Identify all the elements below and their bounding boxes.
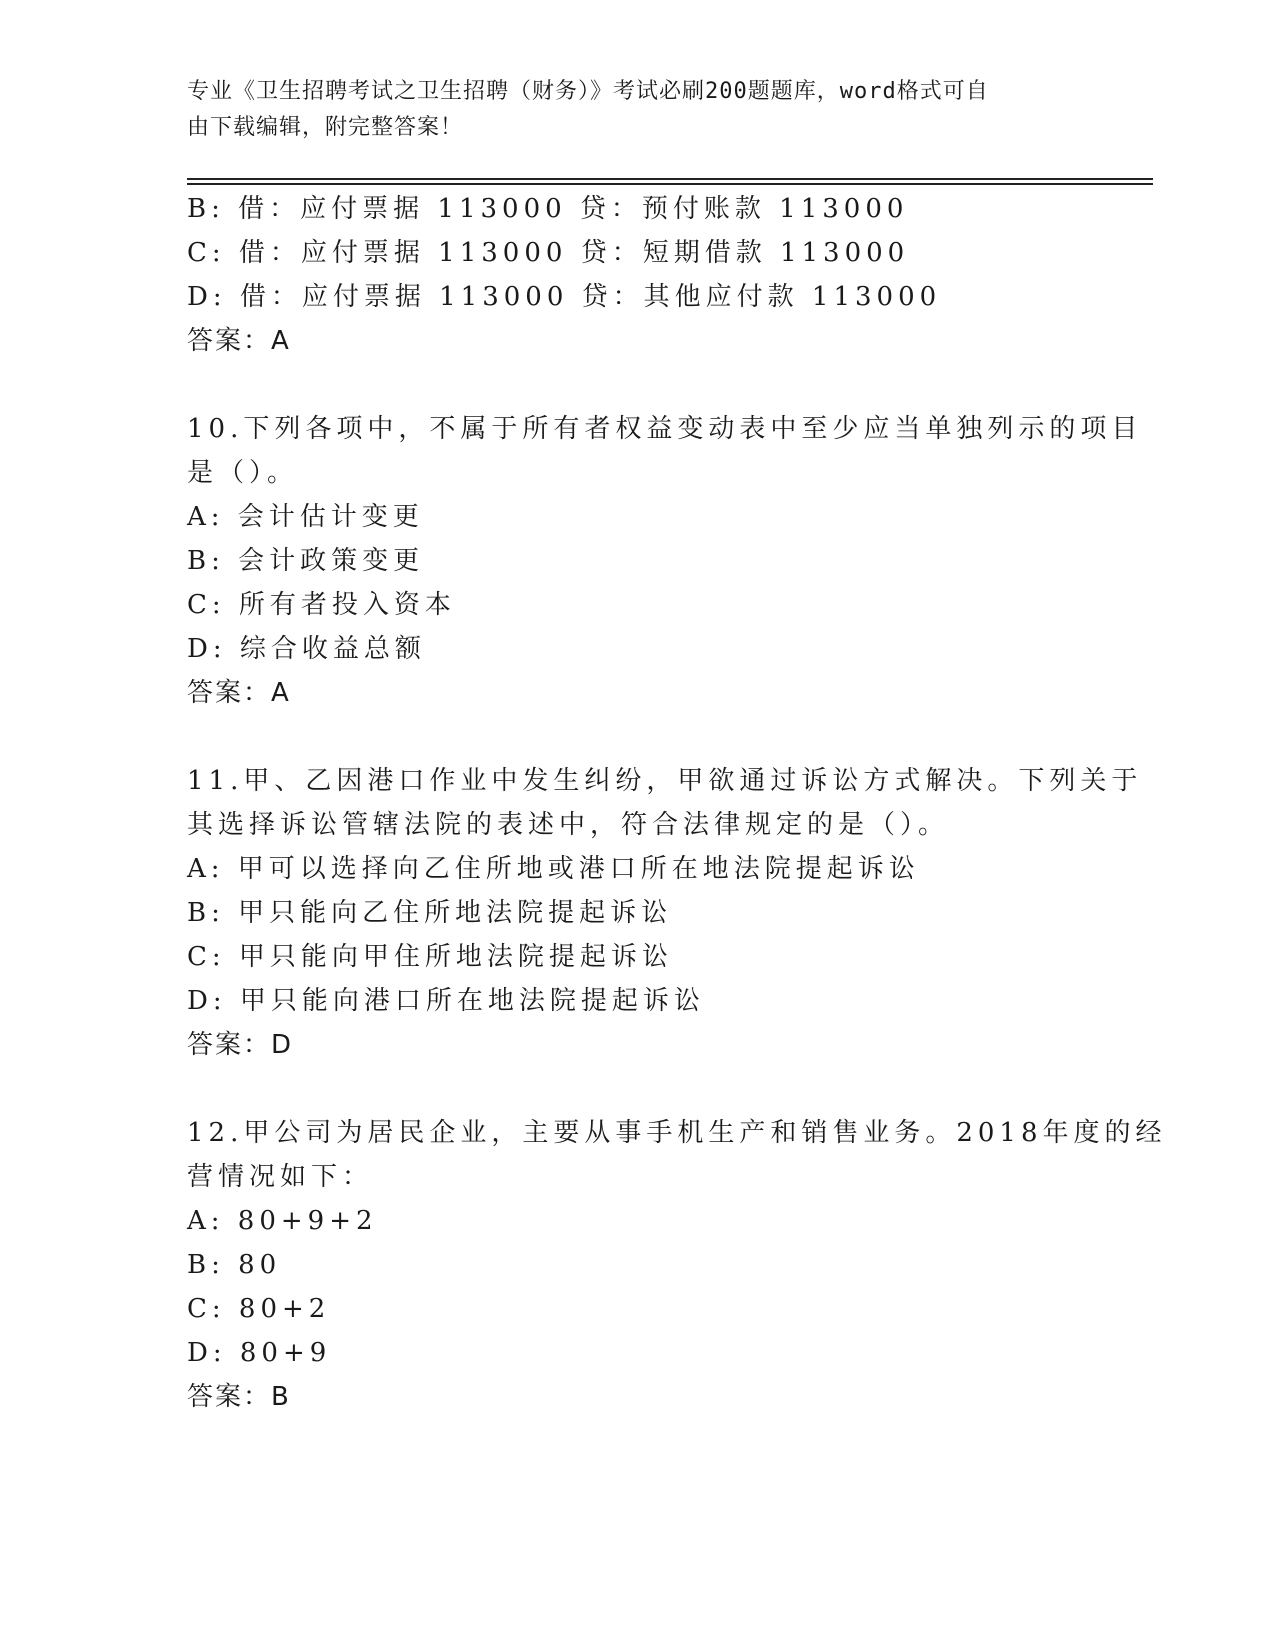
q12-stem-line-1: 12.甲公司为居民企业，主要从事手机生产和销售业务。2018年度的经 <box>187 1118 1167 1148</box>
q12-option-b: B: 80 <box>187 1250 282 1280</box>
q10-option-c: C: 所有者投入资本 <box>187 590 456 620</box>
header-line-1: 专业《卫生招聘考试之卫生招聘（财务）》考试必刷200题题库，word格式可自 <box>187 79 989 104</box>
q11-stem-line-2: 其选择诉讼管辖法院的表述中，符合法律规定的是（）。 <box>187 810 950 840</box>
q11-answer: 答案：D <box>187 1030 294 1060</box>
q12-option-a: A: 80+9+2 <box>187 1206 378 1236</box>
document-header <box>187 74 1067 146</box>
q10-option-d: D: 综合收益总额 <box>187 634 426 664</box>
header-divider-bottom <box>187 183 1153 185</box>
q11-option-d: D: 甲只能向港口所在地法院提起诉讼 <box>187 986 705 1016</box>
q12-option-d: D: 80+9 <box>187 1338 332 1368</box>
q10-option-b: B: 会计政策变更 <box>187 546 425 576</box>
q9-option-d: D: 借：应付票据 113000 贷：其他应付款 113000 <box>187 282 942 312</box>
q10-stem-line-1: 10.下列各项中，不属于所有者权益变动表中至少应当单独列示的项目 <box>187 414 1143 444</box>
q12-option-c: C: 80+2 <box>187 1294 331 1324</box>
q11-option-b: B: 甲只能向乙住所地法院提起诉讼 <box>187 898 673 928</box>
q10-option-a: A: 会计估计变更 <box>187 502 424 532</box>
q11-option-a: A: 甲可以选择向乙住所地或港口所在地法院提起诉讼 <box>187 854 920 884</box>
q9-option-b: B: 借：应付票据 113000 贷：预付账款 113000 <box>187 194 909 224</box>
header-divider-top <box>187 178 1153 180</box>
q12-stem-line-2: 营情况如下： <box>187 1162 374 1192</box>
q9-answer: 答案：A <box>187 326 291 356</box>
q9-option-c: C: 借：应付票据 113000 贷：短期借款 113000 <box>187 238 910 268</box>
q12-answer: 答案：B <box>187 1382 291 1412</box>
q11-option-c: C: 甲只能向甲住所地法院提起诉讼 <box>187 942 673 972</box>
q10-stem-line-2: 是（）。 <box>187 458 299 488</box>
q10-answer: 答案：A <box>187 678 291 708</box>
q11-stem-line-1: 11.甲、乙因港口作业中发生纠纷，甲欲通过诉讼方式解决。下列关于 <box>187 766 1143 796</box>
header-line-2: 由下载编辑，附完整答案！ <box>187 115 464 140</box>
